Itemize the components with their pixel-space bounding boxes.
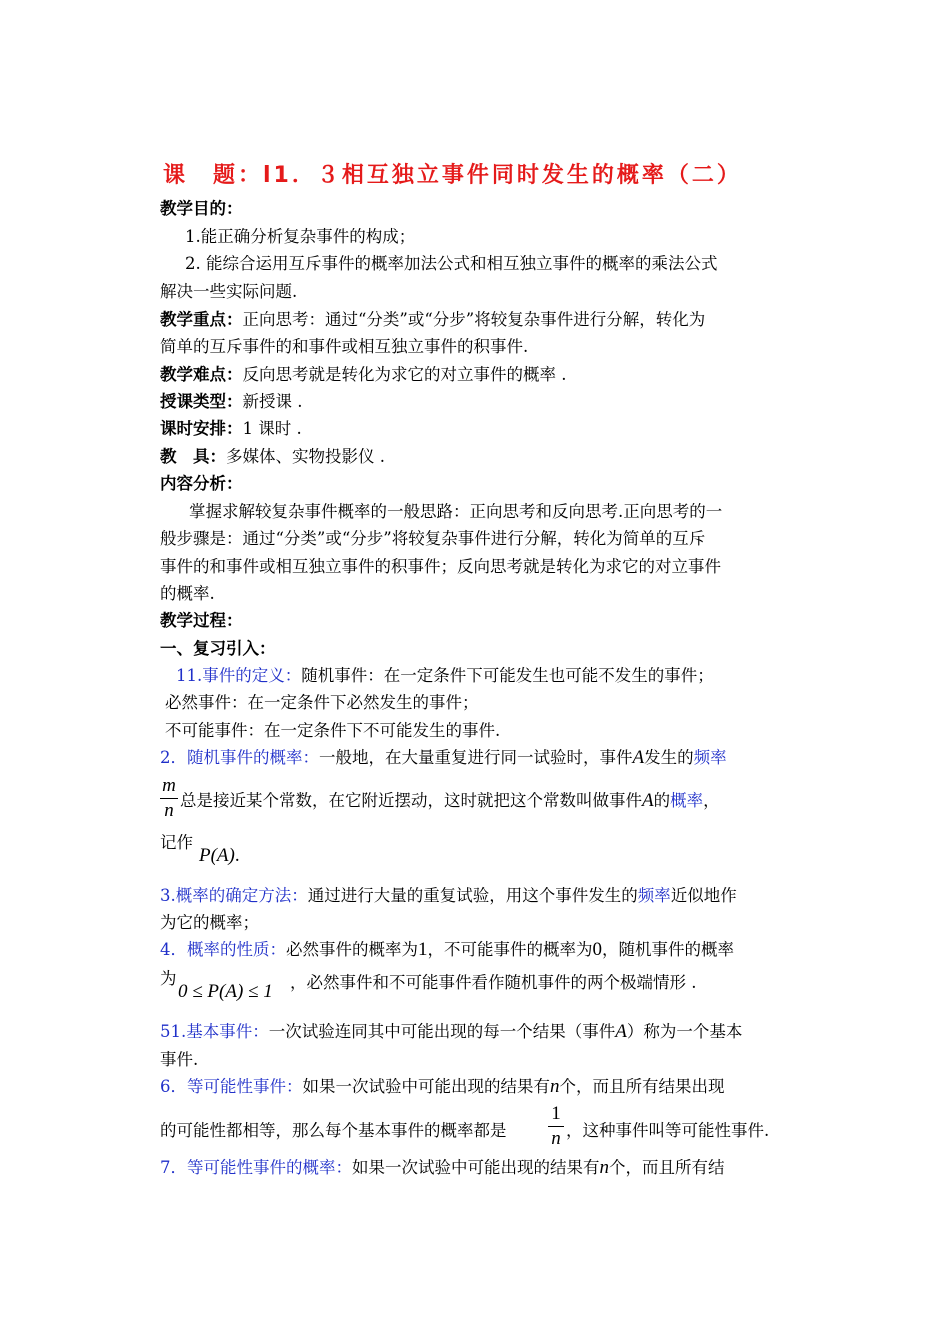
lesson-type-text: 新授课 .	[242, 392, 303, 411]
section-1-heading: 一、复习引入：	[160, 639, 276, 658]
item-3-text-1: 通过进行大量的重复试验，用这个事件发生的	[307, 886, 638, 905]
item-2-line-1	[160, 747, 727, 769]
item-7-term: 等可能性事件的概率：	[187, 1158, 352, 1177]
item-7-text-2: 个，而且所有结	[609, 1158, 725, 1177]
item-4-one: 1	[418, 939, 428, 960]
difficulty-label: 教学难点：	[160, 365, 243, 384]
item-2-prob: 概率	[670, 791, 704, 810]
item-5-text-2: ）称为一个基本	[626, 1022, 743, 1041]
item-2-denote: 记作	[160, 833, 193, 852]
lesson-type-line	[160, 391, 303, 413]
tools-text: 多媒体、实物投影仪 .	[226, 447, 385, 466]
item-6-frac-num: 1	[551, 1103, 561, 1124]
item-5-line-2: 事件.	[160, 1050, 199, 1069]
item-5-num: 51.	[160, 1022, 187, 1041]
item-5-term: 基本事件：	[186, 1022, 269, 1041]
item-2-fraction	[160, 775, 178, 822]
item-6-line-1	[160, 1076, 725, 1098]
key-point-text-1: 正向思考：通过“分类”或“分步”将较复杂事件进行分解，转化为	[242, 310, 706, 329]
item-4-text-2: ，不可能事件的概率为	[427, 940, 593, 959]
item-2-term: 随机事件的概率：	[187, 748, 319, 767]
item-4-text-3: ，随机事件的概率	[602, 940, 734, 959]
hours-line	[160, 418, 302, 440]
difficulty-line	[160, 364, 567, 386]
fraction-bar	[160, 798, 178, 799]
item-3-text-2: 近似地作	[670, 886, 737, 905]
goal-heading: 教学目的：	[160, 199, 243, 218]
analysis-p3: 事件的和事件或相互独立事件的积事件；反向思考就是转化为求它的对立事件	[160, 557, 721, 576]
item-5-var-a: A	[615, 1021, 627, 1042]
process-heading: 教学过程：	[160, 611, 243, 630]
item-7-num: 7．	[160, 1158, 187, 1177]
item-4-num: 4．	[160, 940, 187, 959]
difficulty-text: 反向思考就是转化为求它的对立事件的概率 .	[242, 365, 567, 384]
page-title	[163, 158, 742, 189]
item-2-frac-den: n	[164, 800, 174, 821]
goal-item-2a: 2. 能综合运用互斥事件的概率加法公式和相互独立事件的概率的乘法公式	[185, 254, 718, 273]
item-2-line-2	[180, 790, 720, 812]
item-7-n: n	[599, 1157, 609, 1178]
item-6-line-2b: ，这种事件叫等可能性事件.	[566, 1121, 770, 1140]
item-6-num: 6．	[160, 1077, 187, 1096]
analysis-p1: 掌握求解较复杂事件概率的一般思路：正向思考和反向思考.正向思考的一	[189, 502, 723, 521]
analysis-heading: 内容分析：	[160, 474, 243, 493]
title-label: 课 题：	[163, 163, 264, 188]
item-1-num: 11.	[176, 666, 203, 685]
item-4-term: 概率的性质：	[187, 940, 286, 959]
item-6-text-1: 如果一次试验中可能出现的结果有	[302, 1077, 550, 1096]
item-1-line-2: 必然事件：在一定条件下必然发生的事件；	[165, 693, 479, 712]
item-2-text-5: ，	[703, 791, 720, 810]
key-point-label: 教学重点：	[160, 310, 243, 329]
item-3-freq: 频率	[637, 886, 671, 905]
item-5-text-1: 一次试验连同其中可能出现的每一个结果（事件	[268, 1022, 616, 1041]
hours-label: 课时安排：	[160, 419, 243, 438]
item-2-formula: P(A)	[199, 845, 235, 866]
item-1-line-1	[176, 665, 714, 687]
item-6-fraction	[548, 1103, 564, 1150]
item-6-line-2a: 的可能性都相等，那么每个基本事件的概率都是	[160, 1121, 507, 1140]
item-1-text: 随机事件：在一定条件下可能发生也可能不发生的事件；	[301, 666, 714, 685]
item-4-formula: 0 ≤ P(A) ≤ 1	[178, 981, 273, 1002]
item-4-zero: 0	[592, 939, 602, 960]
item-2-formula-line	[199, 845, 240, 867]
item-2-text-4: 的	[653, 791, 671, 810]
item-2-text-3: 总是接近某个常数，在它附近摆动，这时就把这个常数叫做事件	[180, 791, 642, 810]
item-3-line-1	[160, 885, 737, 907]
item-3-num: 3.	[160, 886, 176, 905]
analysis-p4: 的概率.	[160, 584, 215, 603]
item-6-term: 等可能性事件：	[187, 1077, 303, 1096]
lesson-type-label: 授课类型：	[160, 392, 243, 411]
key-point-text-2: 简单的互斥事件的和事件或相互独立事件的积事件.	[160, 337, 529, 356]
item-2-text-1: 一般地，在大量重复进行同一试验时，事件	[319, 748, 633, 767]
item-2-var-a: A	[632, 747, 645, 768]
item-2-num: 2．	[160, 748, 187, 767]
item-3-term: 概率的确定方法：	[175, 886, 308, 905]
goal-item-1: 1.能正确分析复杂事件的构成；	[185, 227, 416, 246]
item-4-line-2b: ，必然事件和不可能事件看作随机事件的两个极端情形 .	[290, 973, 697, 992]
item-4-line-1	[160, 939, 734, 961]
item-6-text-2: 个，而且所有结果出现	[559, 1077, 725, 1096]
tools-line	[160, 446, 385, 468]
item-2-var-a2: A	[642, 790, 654, 811]
key-point-line-1	[160, 309, 705, 331]
fraction-bar	[548, 1126, 564, 1127]
item-3-line-2: 为它的概率；	[160, 913, 259, 932]
item-2-freq: 频率	[693, 748, 727, 767]
title-text: l1．３相互独立事件同时发生的概率（二）	[263, 163, 742, 188]
goal-item-2b: 解决一些实际问题.	[160, 282, 298, 301]
item-7-text-1: 如果一次试验中可能出现的结果有	[352, 1158, 600, 1177]
item-2-text-2: 发生的	[644, 748, 694, 767]
item-2-frac-num: m	[162, 775, 176, 796]
item-5-line-1	[160, 1021, 742, 1043]
item-6-n: n	[550, 1076, 560, 1097]
item-2-dot: .	[234, 845, 240, 866]
hours-text: 1 课时 .	[242, 419, 302, 438]
item-7-line-1	[160, 1157, 725, 1179]
item-4-line-2a: 为	[160, 969, 177, 988]
item-1-term: 事件的定义：	[202, 666, 302, 685]
analysis-p2: 般步骤是：通过“分类”或“分步”将较复杂事件进行分解，转化为简单的互斥	[160, 529, 706, 548]
tools-label: 教 具：	[160, 447, 226, 466]
item-4-text-1: 必然事件的概率为	[286, 940, 418, 959]
item-1-line-3: 不可能事件：在一定条件下不可能发生的事件.	[165, 721, 501, 740]
item-6-frac-den: n	[551, 1128, 561, 1149]
